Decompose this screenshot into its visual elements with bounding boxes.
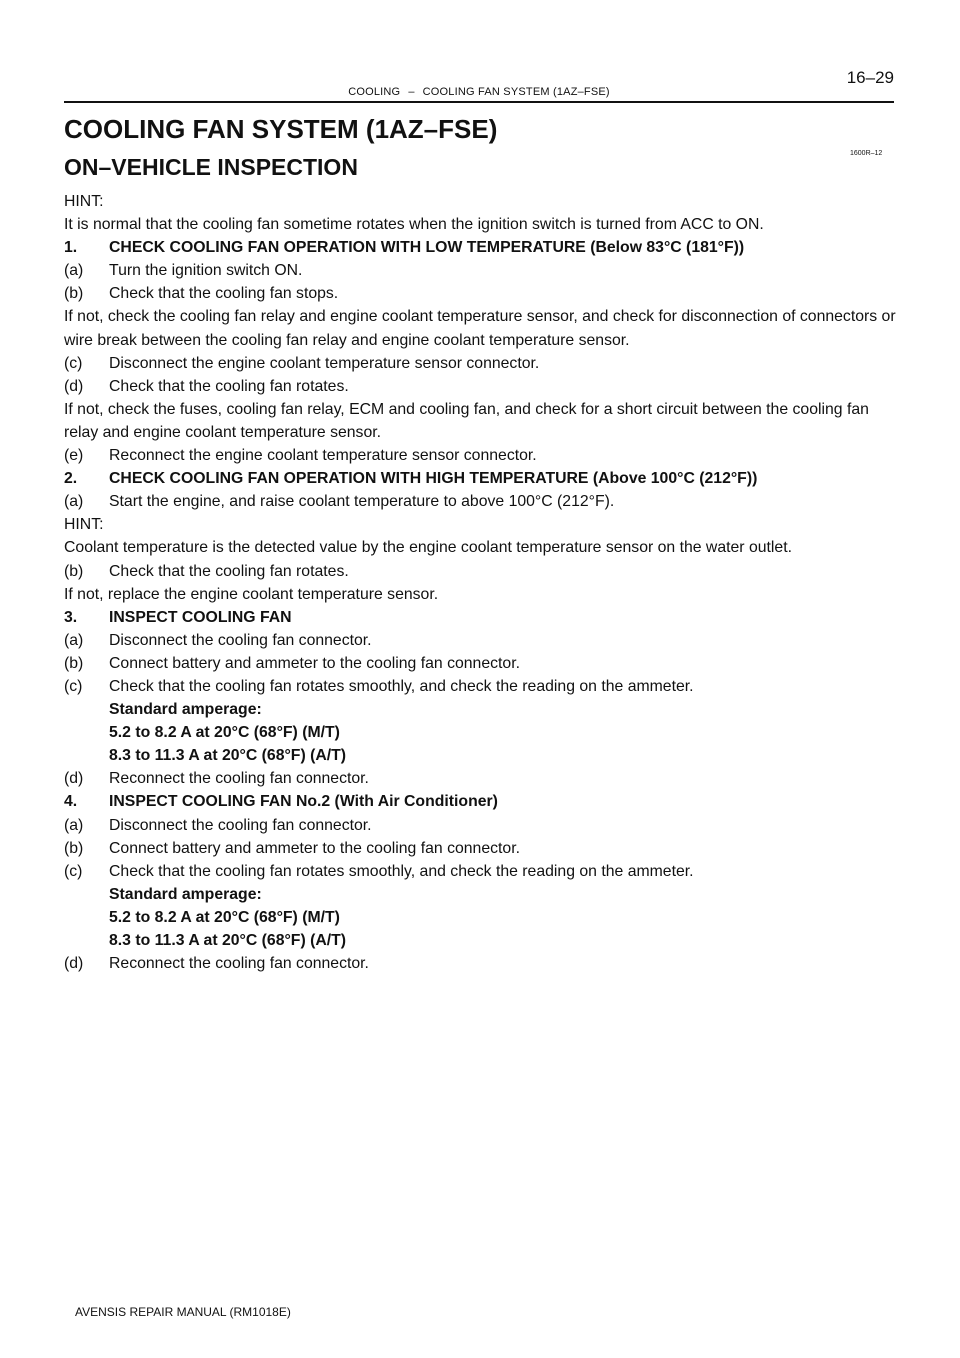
step-heading: 2. CHECK COOLING FAN OPERATION WITH HIGH TEMPERATURE (Above 100°C (212°F)) bbox=[64, 470, 758, 488]
sub-step: (a) Start the engine, and raise coolant temperature to above 100°C (212°F). bbox=[64, 493, 615, 511]
header-separator: – bbox=[408, 86, 415, 98]
sub-step: (c) Check that the cooling fan rotates smoothly, and check the reading on the ammeter. bbox=[64, 677, 694, 695]
paragraph: If not, check the fuses, cooling fan relay, ECM and cooling fan, and check for a short circuit between the cooling fan relay and engine coolant temperature sensor. bbox=[64, 400, 869, 441]
sub-step: (b) Check that the cooling fan rotates. bbox=[64, 562, 349, 580]
page-number: 16–29 bbox=[846, 68, 894, 87]
page-title: COOLING FAN SYSTEM (1AZ–FSE) bbox=[64, 114, 498, 144]
step-heading: 1. CHECK COOLING FAN OPERATION WITH LOW TEMPERATURE (Below 83°C (181°F)) bbox=[64, 239, 745, 257]
sub-step: (a) Disconnect the cooling fan connector. bbox=[64, 631, 372, 649]
sub-step: (d) Check that the cooling fan rotates. bbox=[64, 377, 349, 395]
paragraph: If not, replace the engine coolant temperature sensor. bbox=[64, 585, 439, 603]
sub-step: (a) Turn the ignition switch ON. bbox=[64, 262, 303, 280]
sub-step: (a) Disconnect the cooling fan connector. bbox=[64, 816, 372, 834]
figure-code: 1600R–12 bbox=[850, 150, 883, 157]
sub-step: (b) Connect battery and ammeter to the cooling fan connector. bbox=[64, 654, 520, 672]
paragraph: If not, check the cooling fan relay and engine coolant temperature sensor, and check for disconnection of connectors or wire break between the cooling fan relay and engine coolant temperature sensor. bbox=[64, 308, 896, 349]
header-rule bbox=[64, 101, 894, 103]
procedure-body bbox=[64, 190, 900, 975]
paragraph: It is normal that the cooling fan sometime rotates when the ignition switch is turned from ACC to ON. bbox=[64, 216, 764, 234]
page-footer: AVENSIS REPAIR MANUAL (RM1018E) bbox=[75, 1305, 291, 1319]
section-subtitle: ON–VEHICLE INSPECTION bbox=[64, 154, 358, 180]
running-header bbox=[64, 86, 894, 98]
hint-label: HINT: bbox=[64, 193, 104, 210]
sub-step: (c) Disconnect the engine coolant temperature sensor connector. bbox=[64, 354, 540, 372]
spec-value: 5.2 to 8.2 A at 20°C (68°F) (M/T) bbox=[109, 724, 340, 742]
hint-label: HINT: bbox=[64, 516, 104, 534]
spec-value: 8.3 to 11.3 A at 20°C (68°F) (A/T) bbox=[109, 932, 347, 949]
sub-step: (b) Connect battery and ammeter to the cooling fan connector. bbox=[64, 839, 520, 857]
spec-value: 5.2 to 8.2 A at 20°C (68°F) (M/T) bbox=[109, 908, 340, 926]
spec-label: Standard amperage: bbox=[109, 885, 262, 903]
sub-step: (d) Reconnect the cooling fan connector. bbox=[64, 955, 369, 973]
header-subsection: COOLING FAN SYSTEM (1AZ–FSE) bbox=[422, 86, 610, 98]
sub-step: (c) Check that the cooling fan rotates smoothly, and check the reading on the ammeter. bbox=[64, 862, 694, 880]
sub-step: (e) Reconnect the engine coolant temperature sensor connector. bbox=[64, 447, 537, 465]
spec-value: 8.3 to 11.3 A at 20°C (68°F) (A/T) bbox=[109, 747, 347, 765]
step-heading: 4. INSPECT COOLING FAN No.2 (With Air Conditioner) bbox=[64, 793, 498, 811]
sub-step: (b) Check that the cooling fan stops. bbox=[64, 285, 339, 303]
sub-step: (d) Reconnect the cooling fan connector. bbox=[64, 770, 369, 788]
spec-label: Standard amperage: bbox=[109, 701, 262, 719]
step-heading: 3. INSPECT COOLING FAN bbox=[64, 608, 292, 626]
header-section: COOLING bbox=[348, 86, 401, 98]
paragraph: Coolant temperature is the detected value by the engine coolant temperature sensor on the water outlet. bbox=[64, 539, 792, 557]
